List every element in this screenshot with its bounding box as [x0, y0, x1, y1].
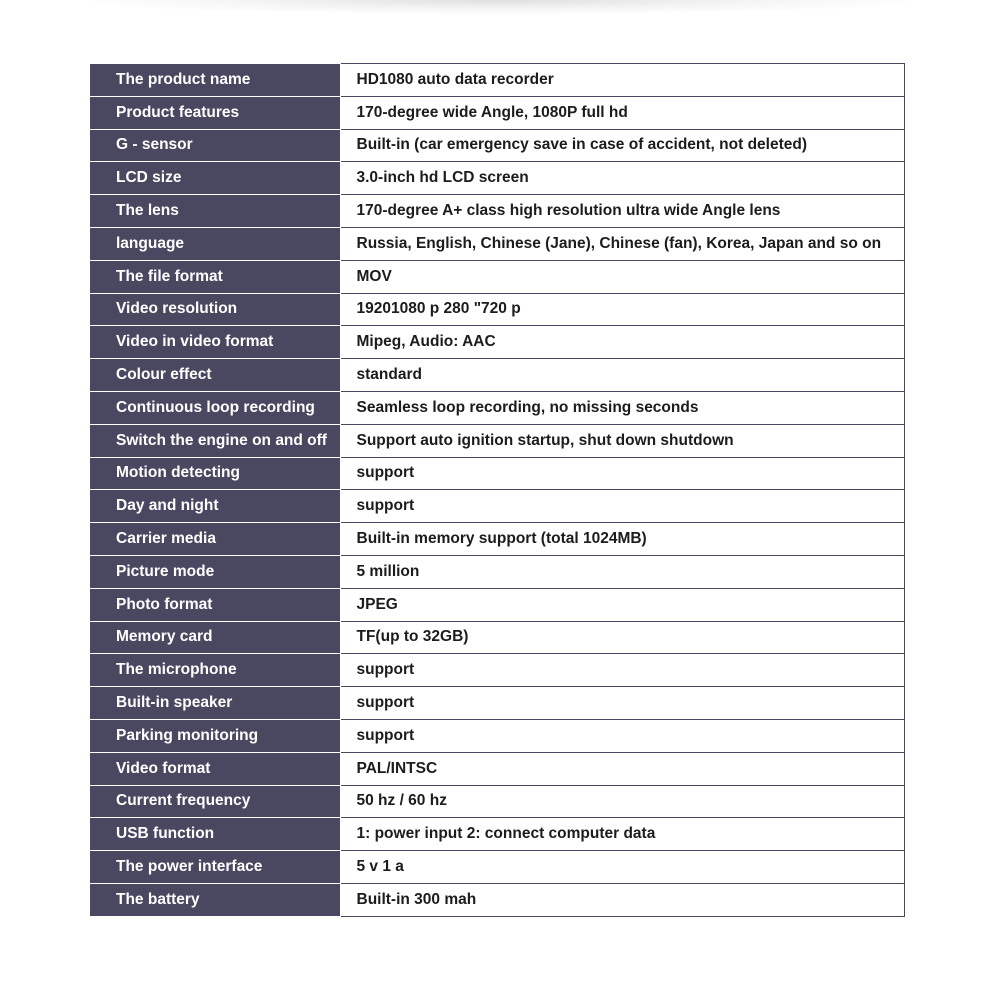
spec-label: Video in video format	[90, 326, 340, 359]
spec-label: Switch the engine on and off	[90, 424, 340, 457]
spec-row	[90, 195, 905, 228]
spec-row	[90, 391, 905, 424]
spec-value: HD1080 auto data recorder	[340, 64, 905, 97]
spec-value: standard	[340, 359, 905, 392]
spec-row	[90, 621, 905, 654]
spec-value: Support auto ignition startup, shut down shutdown	[340, 424, 905, 457]
spec-row	[90, 818, 905, 851]
spec-label: Product features	[90, 96, 340, 129]
spec-value: JPEG	[340, 588, 905, 621]
spec-label: G - sensor	[90, 129, 340, 162]
spec-label: The battery	[90, 883, 340, 916]
spec-row	[90, 424, 905, 457]
spec-label: Day and night	[90, 490, 340, 523]
spec-row	[90, 490, 905, 523]
spec-value: 170-degree A+ class high resolution ultra wide Angle lens	[340, 195, 905, 228]
spec-row	[90, 227, 905, 260]
spec-label: Parking monitoring	[90, 719, 340, 752]
spec-label: Video resolution	[90, 293, 340, 326]
spec-value: 1: power input 2: connect computer data	[340, 818, 905, 851]
spec-row	[90, 326, 905, 359]
spec-label: The lens	[90, 195, 340, 228]
top-shadow-decoration	[90, 0, 910, 14]
spec-row	[90, 752, 905, 785]
spec-label: Memory card	[90, 621, 340, 654]
spec-row	[90, 457, 905, 490]
spec-row	[90, 64, 905, 97]
spec-value: 3.0-inch hd LCD screen	[340, 162, 905, 195]
spec-row	[90, 883, 905, 916]
spec-value: Russia, English, Chinese (Jane), Chinese (fan), Korea, Japan and so on	[340, 227, 905, 260]
spec-value: 50 hz / 60 hz	[340, 785, 905, 818]
spec-label: The power interface	[90, 851, 340, 884]
spec-label: LCD size	[90, 162, 340, 195]
spec-table	[90, 63, 905, 917]
spec-value: Built-in memory support (total 1024MB)	[340, 523, 905, 556]
spec-value: MOV	[340, 260, 905, 293]
spec-value: 19201080 p 280 "720 p	[340, 293, 905, 326]
spec-value: 5 v 1 a	[340, 851, 905, 884]
spec-row	[90, 359, 905, 392]
spec-label: Video format	[90, 752, 340, 785]
spec-label: Current frequency	[90, 785, 340, 818]
spec-table-body	[90, 64, 905, 917]
spec-value: 170-degree wide Angle, 1080P full hd	[340, 96, 905, 129]
spec-label: USB function	[90, 818, 340, 851]
spec-row	[90, 785, 905, 818]
spec-row	[90, 96, 905, 129]
spec-value: Mipeg, Audio: AAC	[340, 326, 905, 359]
spec-row	[90, 719, 905, 752]
spec-value: Seamless loop recording, no missing seconds	[340, 391, 905, 424]
spec-label: Colour effect	[90, 359, 340, 392]
spec-label: Continuous loop recording	[90, 391, 340, 424]
spec-label: language	[90, 227, 340, 260]
spec-row	[90, 129, 905, 162]
spec-row	[90, 162, 905, 195]
spec-label: Motion detecting	[90, 457, 340, 490]
spec-label: Carrier media	[90, 523, 340, 556]
spec-row	[90, 687, 905, 720]
spec-label: Photo format	[90, 588, 340, 621]
spec-label: Built-in speaker	[90, 687, 340, 720]
spec-row	[90, 523, 905, 556]
spec-label: The microphone	[90, 654, 340, 687]
spec-label: The product name	[90, 64, 340, 97]
spec-label: Picture mode	[90, 555, 340, 588]
spec-value: Built-in 300 mah	[340, 883, 905, 916]
spec-value: TF(up to 32GB)	[340, 621, 905, 654]
spec-row	[90, 293, 905, 326]
spec-value: support	[340, 457, 905, 490]
spec-value: 5 million	[340, 555, 905, 588]
spec-value: Built-in (car emergency save in case of accident, not deleted)	[340, 129, 905, 162]
spec-value: support	[340, 490, 905, 523]
spec-value: PAL/INTSC	[340, 752, 905, 785]
spec-label: The file format	[90, 260, 340, 293]
spec-value: support	[340, 654, 905, 687]
spec-row	[90, 260, 905, 293]
spec-value: support	[340, 719, 905, 752]
spec-row	[90, 588, 905, 621]
spec-row	[90, 654, 905, 687]
spec-row	[90, 851, 905, 884]
spec-value: support	[340, 687, 905, 720]
spec-row	[90, 555, 905, 588]
